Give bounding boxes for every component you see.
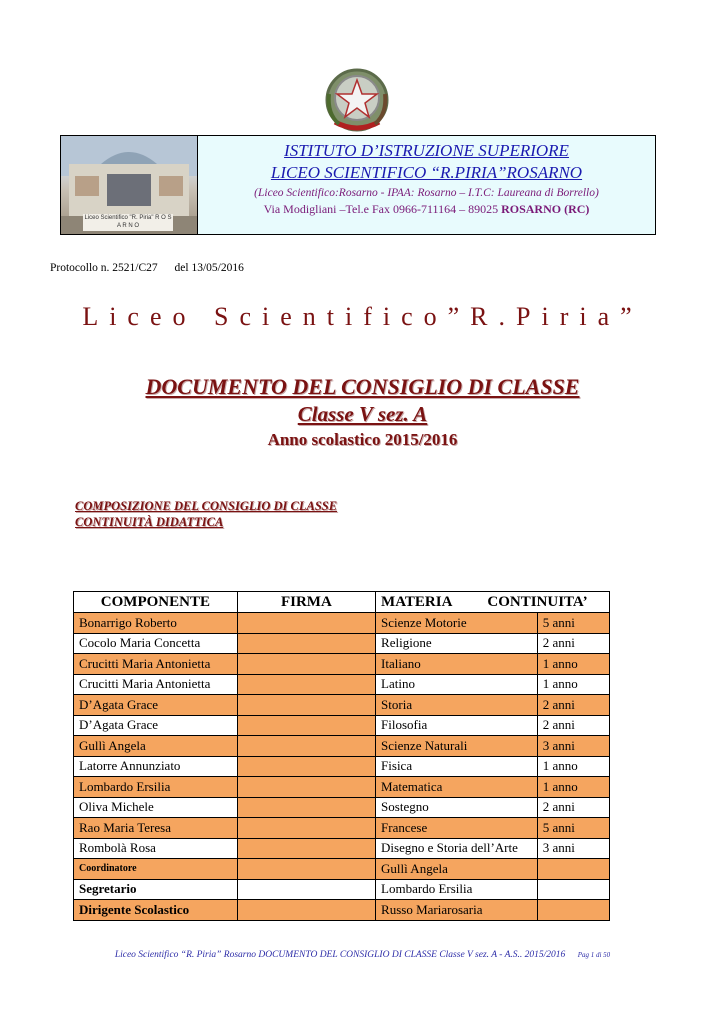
school-address: Via Modigliani –Tel.e Fax 0966-711164 – 89025 ROSARNO (RC) — [263, 202, 590, 216]
header-firma: FIRMA — [237, 592, 375, 613]
role-label: Coordinatore — [74, 859, 238, 880]
subject-cell: Italiano — [376, 654, 538, 675]
continuity-cell: 5 anni — [537, 613, 609, 634]
member-name: Latorre Annunziato — [74, 756, 238, 777]
table-row — [74, 674, 610, 695]
school-year: Anno scolastico 2015/2016 — [267, 430, 458, 449]
signature-cell — [237, 756, 375, 777]
table-row — [74, 736, 610, 757]
signature-cell — [237, 695, 375, 716]
role-person: Lombardo Ersilia — [376, 879, 538, 900]
subject-cell: Disegno e Storia dell’Arte — [376, 838, 538, 859]
role-person: Russo Mariarosaria — [376, 900, 538, 921]
signature-cell — [237, 633, 375, 654]
school-city: ROSARNO (RC) — [501, 202, 590, 216]
school-building-photo — [61, 136, 198, 234]
role-label: Dirigente Scolastico — [74, 900, 238, 921]
signature-cell — [237, 736, 375, 757]
signature-cell — [237, 838, 375, 859]
table-row — [74, 797, 610, 818]
footer-text: Liceo Scientifico “R. Piria” Rosarno DOCUMENTO DEL CONSIGLIO DI CLASSE Classe V sez. A - A.S.. 2015/2016 — [114, 950, 566, 960]
signature-cell — [237, 715, 375, 736]
continuity-cell: 2 anni — [537, 695, 609, 716]
table-row — [74, 818, 610, 839]
table-row — [74, 695, 610, 716]
subject-cell: Matematica — [376, 777, 538, 798]
continuity-cell: 1 anno — [537, 654, 609, 675]
council-table — [73, 591, 610, 921]
role-row — [74, 879, 610, 900]
document-title: DOCUMENTO DEL CONSIGLIO DI CLASSE — [145, 374, 580, 399]
school-branches: (Liceo Scientifico:Rosarno - IPAA: Rosarno – I.T.C: Laureana di Borrello) — [254, 187, 599, 199]
liceo-title: Liceo Scientifico”R.Piria” — [82, 302, 643, 331]
member-name: Cocolo Maria Concetta — [74, 633, 238, 654]
continuity-cell: 2 anni — [537, 797, 609, 818]
school-name: LICEO SCIENTIFICO “R.PIRIA”ROSARNO — [270, 163, 583, 182]
subject-cell: Scienze Naturali — [376, 736, 538, 757]
member-name: Lombardo Ersilia — [74, 777, 238, 798]
continuity-cell: 3 anni — [537, 736, 609, 757]
empty-cell — [537, 900, 609, 921]
subject-cell: Francese — [376, 818, 538, 839]
member-name: Oliva Michele — [74, 797, 238, 818]
signature-cell — [237, 613, 375, 634]
page-number: Pag 1 di 50 — [577, 951, 611, 959]
header-componente: COMPONENTE — [74, 592, 238, 613]
continuity-cell: 2 anni — [537, 633, 609, 654]
member-name: Rombolà Rosa — [74, 838, 238, 859]
continuity-cell: 1 anno — [537, 777, 609, 798]
signature-cell — [237, 654, 375, 675]
member-name: D’Agata Grace — [74, 715, 238, 736]
continuity-cell: 2 anni — [537, 715, 609, 736]
subject-cell: Latino — [376, 674, 538, 695]
header-materia-continuita: MATERIA CONTINUITA’ — [376, 592, 610, 613]
subject-cell: Filosofia — [376, 715, 538, 736]
table-row — [74, 756, 610, 777]
subject-cell: Scienze Motorie — [376, 613, 538, 634]
header-text — [198, 136, 655, 234]
subject-cell: Sostegno — [376, 797, 538, 818]
empty-cell — [537, 879, 609, 900]
signature-cell — [237, 674, 375, 695]
signature-cell — [237, 797, 375, 818]
republic-emblem-icon — [321, 64, 393, 136]
member-name: Crucitti Maria Antonietta — [74, 654, 238, 675]
institute-name: ISTITUTO D’ISTRUZIONE SUPERIORE — [284, 141, 569, 160]
signature-cell — [237, 879, 375, 900]
table-row — [74, 838, 610, 859]
member-name: D’Agata Grace — [74, 695, 238, 716]
section-continuita: CONTINUITÀ DIDATTICA — [75, 515, 224, 529]
continuity-cell: 1 anno — [537, 674, 609, 695]
role-label: Segretario — [74, 879, 238, 900]
member-name: Crucitti Maria Antonietta — [74, 674, 238, 695]
member-name: Rao Maria Teresa — [74, 818, 238, 839]
subject-cell: Fisica — [376, 756, 538, 777]
signature-cell — [237, 859, 375, 880]
table-row — [74, 777, 610, 798]
subject-cell: Storia — [376, 695, 538, 716]
protocol-date: del 13/05/2016 — [174, 262, 244, 274]
member-name: Gullì Angela — [74, 736, 238, 757]
protocol-line — [50, 262, 258, 274]
photo-sign: Liceo Scientifico "R. Piria" R O S A R N O — [84, 215, 172, 229]
signature-cell — [237, 777, 375, 798]
role-row — [74, 859, 610, 880]
empty-cell — [537, 859, 609, 880]
table-row — [74, 654, 610, 675]
protocol-number: Protocollo n. 2521/C27 — [50, 262, 158, 274]
table-row — [74, 613, 610, 634]
continuity-cell: 3 anni — [537, 838, 609, 859]
table-row — [74, 715, 610, 736]
signature-cell — [237, 818, 375, 839]
table-header-row — [74, 592, 610, 613]
continuity-cell: 1 anno — [537, 756, 609, 777]
page-footer — [0, 950, 725, 960]
table-row — [74, 633, 610, 654]
role-row — [74, 900, 610, 921]
member-name: Bonarrigo Roberto — [74, 613, 238, 634]
role-person: Gullì Angela — [376, 859, 538, 880]
subject-cell: Religione — [376, 633, 538, 654]
school-header — [60, 135, 656, 235]
class-title: Classe V sez. A — [297, 402, 428, 426]
signature-cell — [237, 900, 375, 921]
section-composizione: COMPOSIZIONE DEL CONSIGLIO DI CLASSE — [75, 499, 338, 513]
continuity-cell: 5 anni — [537, 818, 609, 839]
